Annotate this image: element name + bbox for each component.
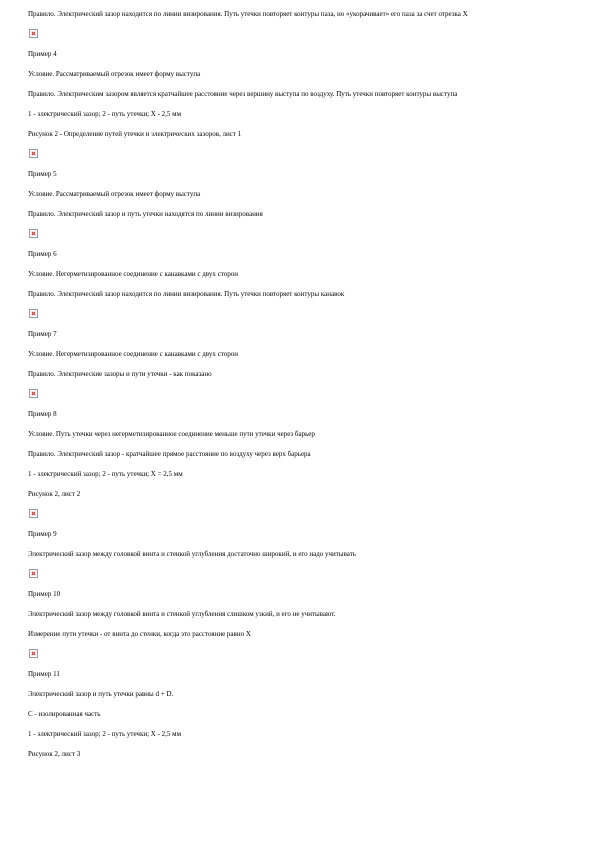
paragraph: Условие. Негерметизированное соединение с канавками с двух сторон [28, 350, 238, 358]
paragraph: Правило. Электрический зазор находится по линии визирования. Путь утечки повторяет контуры паза, но «укорачивает» его паза за счет отрезка X [28, 10, 468, 18]
paragraph: Правило. Электрическим зазором является кратчайшее расстояние через вершину выступа по воздуху. Путь утечки повторяет контуры выступа [28, 90, 458, 98]
example-heading: Пример 8 [28, 410, 57, 418]
paragraph: Измерение пути утечки - от винта до стенки, когда это расстояние равно X [28, 630, 251, 638]
paragraph: C - изолированная часть [28, 710, 101, 718]
broken-image-icon [29, 389, 38, 398]
example-heading: Пример 7 [28, 330, 57, 338]
paragraph: Условие. Путь утечки через негерметизированное соединение меньше пути утечки через барьер [28, 430, 315, 438]
broken-image-icon [29, 149, 38, 158]
document-page [28, 9, 568, 769]
broken-image-icon [29, 569, 38, 578]
example-heading: Пример 11 [28, 670, 60, 678]
paragraph: 1 - электрический зазор; 2 - путь утечки; X - 2,5 мм [28, 110, 182, 118]
paragraph: Электрический зазор и путь утечки равны d + D. [28, 690, 174, 698]
figure-caption: Рисунок 2 - Определение путей утечки и электрических зазоров, лист 1 [28, 130, 242, 138]
figure-caption: Рисунок 2, лист 2 [28, 490, 81, 498]
paragraph: Правило. Электрический зазор находится по линии визирования. Путь утечки повторяет контуры канавок [28, 290, 345, 298]
paragraph: Условие. Рассматриваемый отрезок имеет форму выступа [28, 70, 201, 78]
figure-caption: Рисунок 2, лист 3 [28, 750, 81, 758]
broken-image-icon [29, 229, 38, 238]
paragraph: Электрический зазор между головкой винта и стенкой углубления слишком узкий, и его не учитывают. [28, 610, 336, 618]
paragraph: 1 - электрический зазор; 2 - путь утечки; X - 2,5 мм [28, 730, 182, 738]
broken-image-icon [29, 509, 38, 518]
paragraph: Условие. Рассматриваемый отрезок имеет форму выступа [28, 190, 201, 198]
paragraph: Правило. Электрический зазор и путь утечки находятся по линии визирования [28, 210, 263, 218]
paragraph: 1 - электрический зазор; 2 - путь утечки; X = 2,5 мм [28, 470, 183, 478]
example-heading: Пример 6 [28, 250, 57, 258]
broken-image-icon [29, 309, 38, 318]
paragraph: Условие. Негерметизированное соединение с канавками с двух сторон [28, 270, 238, 278]
example-heading: Пример 5 [28, 170, 57, 178]
paragraph: Электрический зазор между головкой винта и стенкой углубления достаточно широкий, и его надо учитывать [28, 550, 356, 558]
example-heading: Пример 4 [28, 50, 57, 58]
broken-image-icon [29, 29, 38, 38]
example-heading: Пример 9 [28, 530, 57, 538]
paragraph: Правило. Электрический зазор - кратчайшее прямое расстояние по воздуху через верх барьера [28, 450, 311, 458]
paragraph: Правило. Электрические зазоры и пути утечки - как показано [28, 370, 212, 378]
broken-image-icon [29, 649, 38, 658]
example-heading: Пример 10 [28, 590, 61, 598]
